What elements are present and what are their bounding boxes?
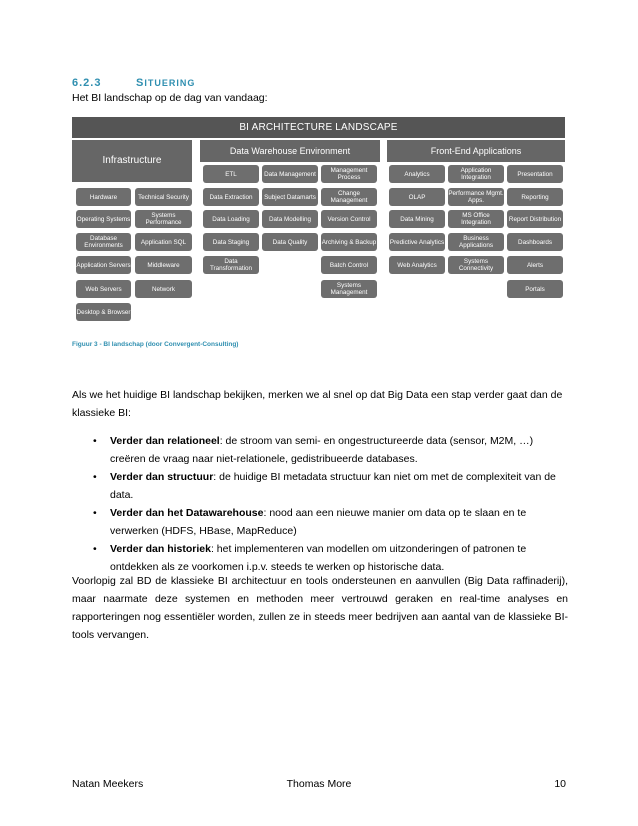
bullet-text: : de huidige BI metadata structuur kan niet om met de complexiteit van de [213, 471, 556, 483]
box-web-analytics: Web Analytics [389, 256, 445, 274]
dwh-header: Data Warehouse Environment [200, 140, 380, 162]
box-middleware: Middleware [135, 256, 192, 274]
frontend-header: Front-End Applications [387, 140, 565, 162]
bullet-list [72, 432, 568, 576]
box-portals: Portals [507, 280, 563, 298]
section-title-rest: ITUERING [144, 78, 196, 88]
bullet-icon: • [93, 471, 97, 483]
bullet-term: Verder dan relationeel [110, 435, 220, 447]
box-analytics: Analytics [389, 165, 445, 183]
footer-institution: Thomas More [286, 778, 352, 790]
box-report-distribution: Report Distribution [507, 210, 563, 228]
box-desktop-browser: Desktop & Browser [76, 303, 131, 321]
box-business-applications: Business Applications [448, 233, 504, 251]
bullet-icon: • [93, 507, 97, 519]
bullet-icon: • [93, 435, 97, 447]
box-subject-datamarts: Subject Datamarts [262, 188, 318, 206]
box-data-management: Data Management [262, 165, 318, 183]
bi-architecture-diagram [72, 117, 565, 328]
box-web-servers: Web Servers [76, 280, 131, 298]
box-predictive-analytics: Predictive Analytics [389, 233, 445, 251]
box-operating-systems: Operating Systems [76, 210, 131, 228]
diagram-title: BI ARCHITECTURE LANDSCAPE [72, 117, 565, 138]
box-data-staging: Data Staging [203, 233, 259, 251]
box-application-integration: Application Integration [448, 165, 504, 183]
bullet-term: Verder dan structuur [110, 471, 214, 483]
box-data-extraction: Data Extraction [203, 188, 259, 206]
intro-text: Het BI landschap op de dag van vandaag: [72, 92, 268, 104]
box-network: Network [135, 280, 192, 298]
box-olap: OLAP [389, 188, 445, 206]
paragraph-1: Als we het huidige BI landschap bekijken, merken we al snel op dat Big Data een stap verder gaat dan de klassieke BI: [72, 389, 563, 419]
box-data-mining: Data Mining [389, 210, 445, 228]
box-version-control: Version Control [321, 210, 377, 228]
box-data-modelling: Data Modelling [262, 210, 318, 228]
section-number: 6.2.3 [72, 77, 102, 89]
list-item [72, 468, 568, 504]
box-reporting: Reporting [507, 188, 563, 206]
box-performance-mgmt-apps: Performance Mgmt. Apps. [448, 190, 504, 204]
box-database-environments: Database Environments [76, 233, 131, 251]
bullet-text-cont: creëren de vraag naar niet-relationele, gedistribueerde databases. [110, 453, 418, 465]
box-management-process: Management Process [321, 165, 377, 183]
box-alerts: Alerts [507, 256, 563, 274]
footer-page-number: 10 [554, 778, 566, 790]
box-systems-performance: Systems Performance [135, 210, 192, 228]
box-ms-office-integration: MS Office Integration [448, 210, 504, 228]
box-etl: ETL [203, 165, 259, 183]
section-heading [72, 77, 195, 89]
box-presentation: Presentation [507, 165, 563, 183]
paragraph-2: Voorlopig zal BD de klassieke BI architectuur en tools ondersteunen en aanvullen (Big Data raffinaderij), maar naarmate deze systemen en methoden meer vertrouwd geraken en real-time analyses en rapporteringen nog essentiëler worden, zullen ze in steeds meer bedrijven aan aantal van de klassieke BI-tools vervangen. [72, 575, 568, 641]
bullet-text-cont: verwerken (HDFS, HBase, MapReduce) [110, 525, 297, 537]
box-hardware: Hardware [76, 188, 131, 206]
box-data-transformation: Data Transformation [203, 256, 259, 274]
bullet-text: : de stroom van semi- en ongestructureerde data (sensor, M2M, …) [219, 435, 534, 447]
box-technical-security: Technical Security [135, 188, 192, 206]
box-systems-connectivity: Systems Connectivity [448, 256, 504, 274]
list-item [72, 432, 568, 468]
box-application-sql: Application SQL [135, 233, 192, 251]
bullet-text: : nood aan een nieuwe manier om data op te slaan en te [263, 507, 527, 519]
box-data-quality: Data Quality [262, 233, 318, 251]
box-batch-control: Batch Control [321, 256, 377, 274]
bullet-icon: • [93, 543, 97, 555]
box-data-loading: Data Loading [203, 210, 259, 228]
section-title-first: S [136, 77, 145, 89]
box-dashboards: Dashboards [507, 233, 563, 251]
infrastructure-header: Infrastructure [72, 140, 192, 182]
box-change-management: Change Management [321, 188, 377, 206]
bullet-term: Verder dan het Datawarehouse [110, 507, 264, 519]
list-item [72, 504, 568, 540]
bullet-text: : het implementeren van modellen om uitzonderingen of patronen te [210, 543, 527, 555]
bullet-text-cont: ontdekken als ze voorkomen i.p.v. steeds te werken op historische data. [110, 561, 445, 573]
bullet-text-cont: data. [110, 489, 134, 501]
box-archiving-backup: Archiving & Backup [321, 233, 377, 251]
box-application-servers: Application Servers [76, 256, 131, 274]
bullet-term: Verder dan historiek [110, 543, 211, 555]
list-item [72, 540, 568, 576]
figure-caption: Figuur 3 - BI landschap (door Convergent-Consulting) [72, 341, 239, 348]
box-systems-management: Systems Management [321, 280, 377, 298]
footer-author: Natan Meekers [72, 778, 144, 790]
